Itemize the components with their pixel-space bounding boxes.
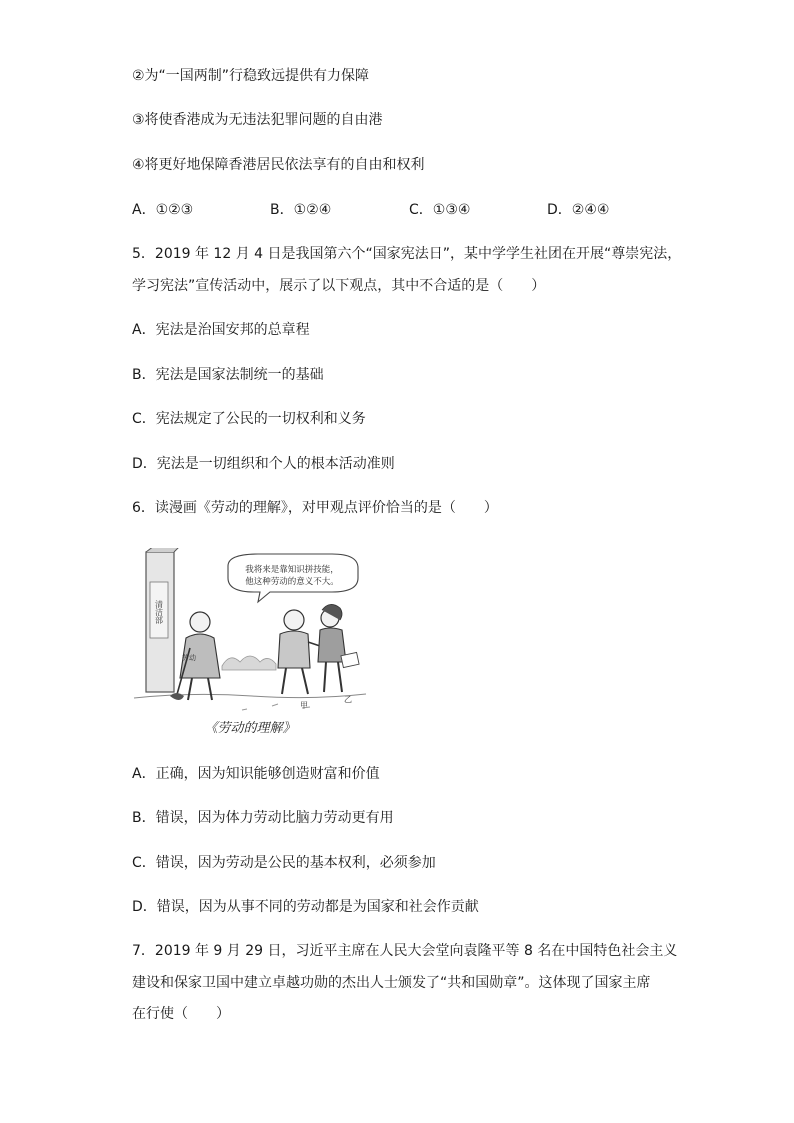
speech-line-1: 我将来是靠知识拼技能， <box>245 565 339 575</box>
q4-statement-3: ③将使香港成为无违法犯罪问题的自由港 <box>132 112 383 128</box>
q4-statement-4: ④将更好地保障香港居民依法享有的自由和权利 <box>132 157 425 173</box>
q4-statement-2: ②为“一国两制”行稳致远提供有力保障 <box>132 68 370 84</box>
q7-stem-line-1: 7．2019 年 9 月 29 日，习近平主席在人民大会堂向袁隆平等 8 名在中国特色社会主义 <box>132 943 678 959</box>
q5-stem-line-2: 学习宪法”宣传活动中，展示了以下观点，其中不合适的是（ ） <box>132 278 546 294</box>
label-labor: 劳动 <box>182 654 196 662</box>
q6-option-a: A．正确，因为知识能够创造财富和价值 <box>132 766 380 782</box>
q6-option-b: B．错误，因为体力劳动比脑力劳动更有用 <box>132 810 394 826</box>
q5-option-d: D．宪法是一切组织和个人的根本活动准则 <box>132 456 395 472</box>
cartoon-labor-understanding <box>132 548 368 742</box>
q7-stem-line-3: 在行使（ ） <box>132 1006 230 1022</box>
q6-option-d: D．错误，因为从事不同的劳动都是为国家和社会作贡献 <box>132 899 479 915</box>
q4-option-d: D．②④④ <box>547 202 610 218</box>
q5-option-c: C．宪法规定了公民的一切权利和义务 <box>132 411 366 427</box>
q6-stem: 6．读漫画《劳动的理解》，对甲观点评价恰当的是（ ） <box>132 500 498 516</box>
q4-option-b: B．①②④ <box>270 202 332 218</box>
cartoon-caption: 《劳动的理解》 <box>204 721 296 736</box>
label-jia: 甲 <box>300 701 308 710</box>
label-yi: 乙 <box>344 695 352 704</box>
q7-stem-line-2: 建设和保家卫国中建立卓越功勋的杰出人士颁发了“共和国勋章”。这体现了国家主席 <box>132 975 651 991</box>
speech-line-2: 他这种劳动的意义不大。 <box>245 577 339 587</box>
q5-stem-line-1: 5．2019 年 12 月 4 日是我国第六个“国家宪法日”，某中学学生社团在开展“尊崇宪法， <box>132 246 682 262</box>
pillar-sign: 清洁部 <box>154 600 164 624</box>
q4-option-a: A．①②③ <box>132 202 194 218</box>
q5-option-b: B．宪法是国家法制统一的基础 <box>132 367 324 383</box>
q5-option-a: A．宪法是治国安邦的总章程 <box>132 322 310 338</box>
q4-options <box>132 199 692 219</box>
q4-option-c: C．①③④ <box>409 202 471 218</box>
q6-option-c: C．错误，因为劳动是公民的基本权利，必须参加 <box>132 855 436 871</box>
